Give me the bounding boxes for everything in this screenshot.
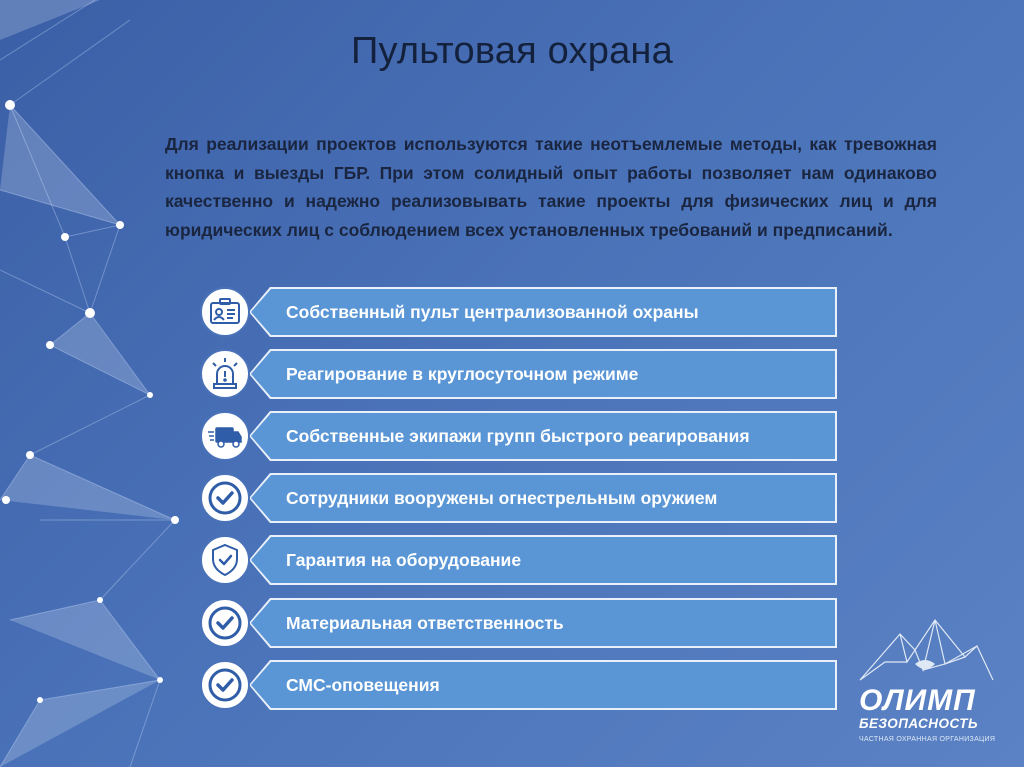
page-title: Пультовая охрана xyxy=(351,30,673,72)
feature-label: Сотрудники вооружены огнестрельным оружием xyxy=(286,488,718,508)
feature-item-central-console xyxy=(198,287,840,339)
alarm-beacon-icon xyxy=(200,349,250,399)
feature-item-24h-response xyxy=(198,349,840,401)
feature-label: Гарантия на оборудование xyxy=(286,550,522,570)
mountain-icon xyxy=(855,612,995,684)
feature-item-warranty xyxy=(198,535,840,587)
feature-item-response-teams xyxy=(198,411,840,463)
check-icon xyxy=(200,598,250,648)
feature-label: СМС-оповещения xyxy=(286,675,440,695)
check-icon xyxy=(200,660,250,710)
feature-item-sms xyxy=(198,660,840,712)
feature-item-liability xyxy=(198,598,840,650)
feature-item-armed-staff xyxy=(198,473,840,525)
logo-tagline: ЧАСТНАЯ ОХРАННАЯ ОРГАНИЗАЦИЯ xyxy=(859,736,996,743)
check-icon xyxy=(200,473,250,523)
feature-label: Реагирование в круглосуточном режиме xyxy=(286,364,639,384)
intro-paragraph: Для реализации проектов используются такие неотъемлемые методы, как тревожная кнопка и выезды ГБР. При этом солидный опыт работы позволяет нам одинаково качественно и надежно реализовывать такие проекты для физических лиц и для юридических лиц с соблюдением всех установленных требований и предписаний. xyxy=(165,134,937,240)
truck-icon xyxy=(200,411,250,461)
id-card-icon xyxy=(200,287,250,337)
logo-subtitle: БЕЗОПАСНОСТЬ xyxy=(859,716,979,731)
logo-name: ОЛИМП xyxy=(859,684,976,717)
company-logo xyxy=(855,612,995,752)
feature-label: Материальная ответственность xyxy=(286,613,564,633)
feature-label: Собственный пульт централизованной охраны xyxy=(286,302,699,322)
shield-check-icon xyxy=(200,535,250,585)
feature-label: Собственные экипажи групп быстрого реагирования xyxy=(286,426,750,446)
